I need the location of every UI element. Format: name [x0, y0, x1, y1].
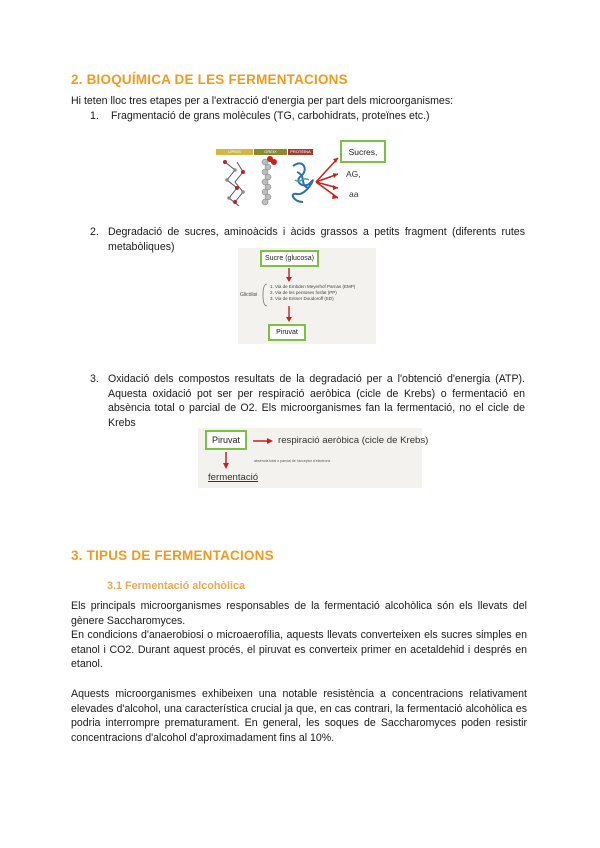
fragmentation-figure: [213, 136, 386, 211]
emp-pathway: 1. Via de Embden Meyerhof Parnas (EMP): [270, 284, 356, 289]
amino-acids-label: aa: [349, 189, 359, 199]
step-3-number: 3.: [90, 373, 99, 385]
paragraph-2: En condicions d'anaerobiosi o microaerofília, aquests llevats converteixen els sucres simples en etanol i CO2. Durant aquest procés, el piruvat es converteix primer en acetaldehid i després en etanol.: [71, 629, 527, 671]
fat-label: GREIX: [254, 149, 287, 155]
electron-acceptor-note: absència total o parcial de l'acceptor d'electrons: [254, 459, 331, 463]
glycolysis-label: Glicòlisi: [240, 292, 258, 298]
fatty-acids-label: AG,: [346, 169, 361, 179]
ed-pathway: 3. Via de Entner Doudoroff (ED): [270, 296, 334, 301]
pyruvate-figure: [198, 428, 429, 488]
intro-text: Hi teten lloc tres etapes per a l'extracció d'energia per part dels microorganismes:: [71, 95, 454, 107]
section-3-heading: 3. TIPUS DE FERMENTACIONS: [71, 548, 274, 563]
paragraph-3: Aquests microorganismes exhibeixen una notable resistència a concentracions relativament elevades d'alcohol, una característica crucial ja que, en cas contrari, la fermentació alcohòlica es podria interrompre prematurament. En general, les soques de Saccharomyces poden resistir concentracions d'alcohol d'aproximadament fins al 10%.: [71, 688, 527, 744]
step-2-number: 2.: [90, 226, 99, 238]
pyruvate-box-2: Piruvat: [205, 430, 247, 450]
step-2-text: Degradació de sucres, aminoàcids i àcids grassos a petits fragment (diferents rutes metabòliques): [108, 226, 525, 253]
paragraph-1: Els principals microorganismes responsables de la fermentació alcohòlica són els llevats del gènere Saccharomyces.: [71, 600, 527, 627]
pyruvate-box: Piruvat: [268, 324, 306, 341]
fermentation-label: fermentació: [208, 472, 259, 483]
lipids-label: LÍPIDS: [216, 149, 253, 155]
sugars-box: Sucres,: [340, 140, 386, 163]
step-1-text: Fragmentació de grans molècules (TG, carbohidrats, proteïnes etc.): [111, 110, 430, 122]
pp-pathway: 2. Via de les pentoses fosfat (PP): [270, 290, 337, 295]
protein-label: PROTEÏNA: [288, 149, 313, 155]
aerobic-respiration-label: respiració aeròbica (cicle de Krebs): [278, 435, 429, 446]
step-1-number: 1.: [90, 110, 99, 122]
subsection-3-1-heading: 3.1 Fermentació alcohòlica: [107, 580, 246, 592]
section-2-heading: 2. BIOQUÍMICA DE LES FERMENTACIONS: [71, 72, 348, 87]
glycolysis-figure: [238, 248, 376, 344]
glucose-box: Sucre (glucosa): [260, 250, 319, 267]
step-3-text: Oxidació dels compostos resultats de la degradació per a l'obtenció d'energia (ATP). Aquesta oxidació pot ser per respiració aeròbica (cicle de Krebs) o fermentació en absència total o parcial de O2. Els microorganismes fan la fermentació, no el cicle de Krebs: [108, 373, 525, 429]
